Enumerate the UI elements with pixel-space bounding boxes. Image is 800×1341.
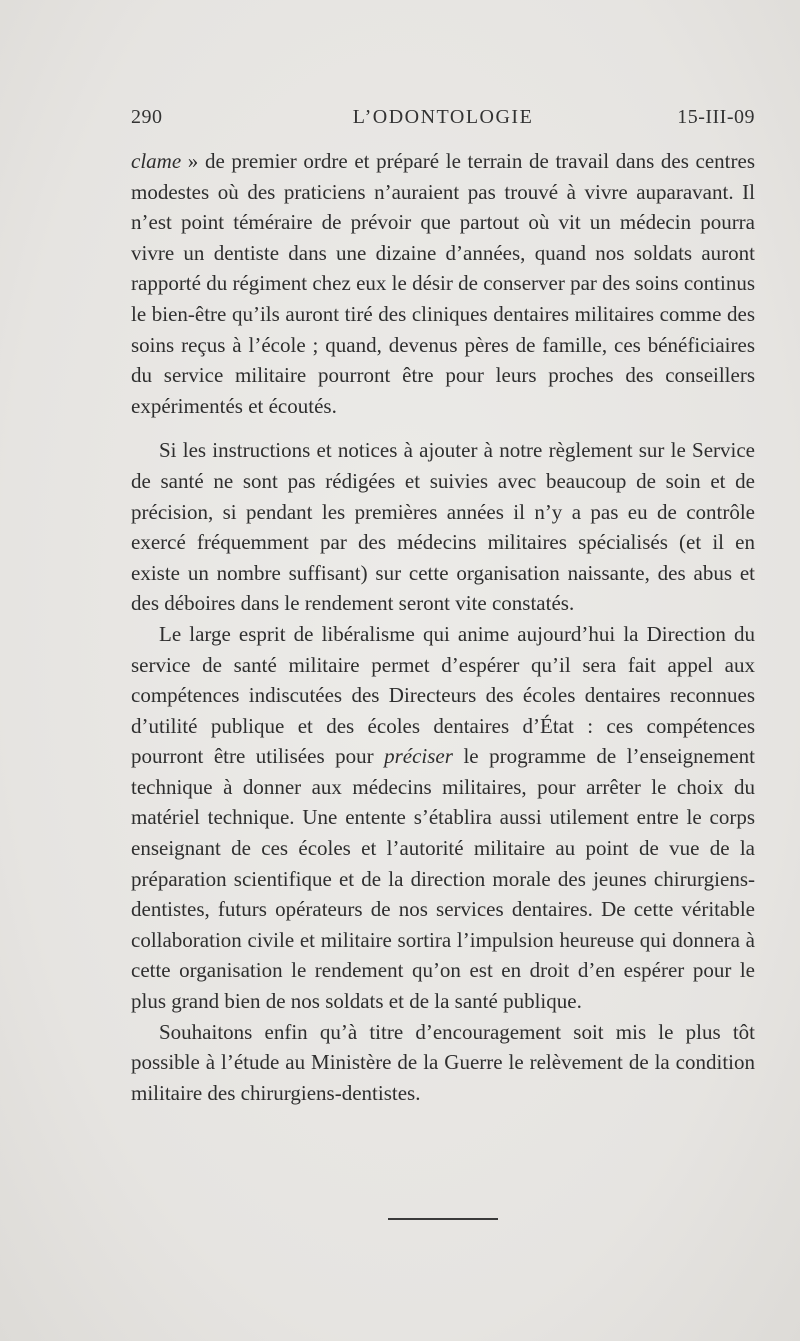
paragraph-2: Si les instructions et notices à ajouter à notre règlement sur le Service de santé ne sont pas rédigées et suivies avec beaucoup de soin et de précision, si pendant les premières années il n’y a pas eu de contrôle exercé fréquemment par des médecins militaires spécialisés (et il en existe un nombre suffisant) sur cette organisation naissante, des abus et des déboires dans le rendement seront vite constatés. — [131, 438, 755, 616]
paragraph-3 — [131, 619, 755, 1017]
article-body — [131, 146, 755, 1108]
end-rule — [388, 1218, 498, 1220]
paragraph-1 — [131, 146, 755, 421]
paragraph-1-text: » de premier ordre et préparé le terrain de travail dans des centres modestes où des praticiens n’auraient pas trouvé à vivre auparavant. Il n’est point téméraire de prévoir que partout où vit un médecin pourra vivre un dentiste dans une dizaine d’années, quand nos soldats auront rapporté du régiment chez eux le désir de conserver par des soins continus le bien-être qu’ils auront tiré des cliniques dentaires militaires comme des soins reçus à l’école ; quand, devenus pères de famille, ces bénéficiaires du service militaire pourront être pour leurs proches des conseillers expérimentés et écoutés. — [131, 149, 755, 418]
paragraph-3-text-after: le programme de l’enseignement technique à donner aux médecins militaires, pour arrêter le choix du matériel technique. Une entente s’établira aussi utilement entre le corps enseignant de ces écoles et l’autorité militaire au point de vue de la préparation scientifique et de la direction morale des jeunes chirurgiens-dentistes, futurs opérateurs de nos services dentaires. De cette véritable collaboration civile et militaire sortira l’impulsion heureuse qui donnera à cette organisation le rendement qu’on est en droit d’en espérer pour le plus grand bien de nos soldats et de la santé publique. — [131, 744, 755, 1014]
paragraph-4: Souhaitons enfin qu’à titre d’encouragement soit mis le plus tôt possible à l’étude au Ministère de la Guerre le relèvement de la condition militaire des chirurgiens-dentistes. — [131, 1019, 755, 1105]
running-header — [131, 106, 755, 136]
issue-date: 15-III-09 — [677, 106, 755, 128]
emphasized-word: préciser — [384, 744, 453, 769]
page-number: 290 — [131, 106, 163, 128]
journal-title: L’ODONTOLOGIE — [352, 106, 534, 128]
continued-word: clame — [131, 149, 182, 173]
paragraph-3-text-before: Le large esprit de libéralisme qui anime aujourd’hui la Direction du service de santé militaire permet d’espérer qu’il sera fait appel aux compétences indiscutées des Directeurs des écoles dentaires reconnues d’utilité publique et des écoles dentaires d’État : ces compétences pourront être utilisées pour — [131, 621, 755, 769]
